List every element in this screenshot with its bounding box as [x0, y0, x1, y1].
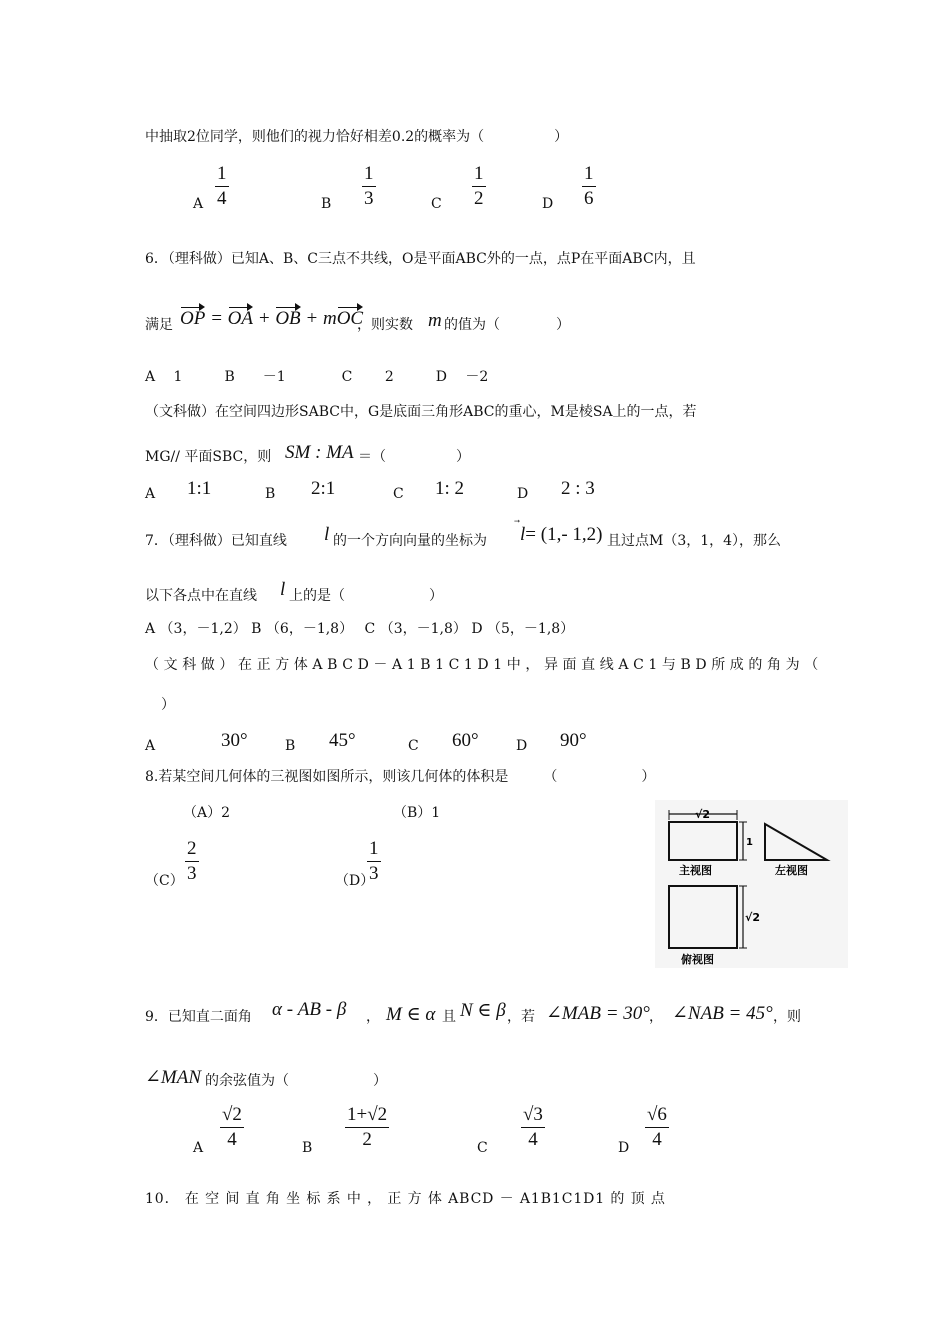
- q6-line2-prefix: 满足: [145, 317, 173, 333]
- q9-option-b-label: B: [302, 1140, 313, 1156]
- q5-option-c-fraction: 1 2: [474, 163, 484, 209]
- q6w-line2-suffix: ＝（ ）: [358, 449, 470, 465]
- q7-direction-vector: l = (1,- 1,2): [520, 524, 603, 545]
- q9-comma-2: ，: [649, 1009, 663, 1025]
- q9-option-d-fraction: √6 4: [647, 1104, 667, 1150]
- q6-vector-equation: OP = OA + OB + mOC: [180, 308, 364, 329]
- q6w-option-a-label: A: [145, 486, 156, 502]
- q9-line1-prefix: 9．已知直二面角: [145, 1009, 252, 1025]
- q6-line2-middle: ，则实数: [357, 317, 413, 333]
- q7-options: A （3，－1,2） B （6，－1,8） C （3，－1,8） D （5，－1,8）: [145, 621, 575, 637]
- q9-line2-suffix: 的余弦值为（ ）: [205, 1073, 387, 1089]
- q9-option-d-label: D: [618, 1140, 630, 1156]
- top-view-label: 俯视图: [681, 953, 714, 966]
- q5-option-b-label: B: [321, 196, 332, 212]
- q6w-option-d-label: D: [517, 486, 529, 502]
- q6-options: A 1 B －1 C 2 D －2: [145, 369, 489, 385]
- q9-point-m: M ∈ α: [386, 1004, 436, 1025]
- q7-line2-suffix: 上的是（ ）: [289, 588, 443, 604]
- front-width-label: √2: [695, 808, 710, 821]
- q7w-option-b-value: 45°: [329, 730, 356, 751]
- q9-option-a-label: A: [193, 1140, 204, 1156]
- q7-line2-prefix: 以下各点中在直线: [145, 588, 257, 604]
- q7w-line1: （文科做）在正方体ABCD－A1B1C1D1中，异面直线AC1与BD所成的角为（: [145, 657, 823, 673]
- q8-option-d-label: （D）: [335, 873, 375, 889]
- q9-angle-mab: ∠MAB = 30°: [546, 1003, 650, 1024]
- q9-point-n: N ∈ β: [460, 1000, 506, 1021]
- front-height-label: 1: [746, 837, 753, 848]
- q6w-option-c-value: 1: 2: [435, 478, 465, 499]
- q7-line-symbol: l: [324, 524, 330, 545]
- q9-option-a-fraction: √2 4: [222, 1104, 242, 1150]
- q6w-option-c-label: C: [393, 486, 404, 502]
- q7w-option-c-label: C: [408, 738, 419, 754]
- q7w-option-b-label: B: [285, 738, 296, 754]
- q9-if: ，若: [507, 1009, 535, 1025]
- q7-line1-middle: 的一个方向向量的坐标为: [333, 533, 487, 549]
- q6w-line2-prefix: MG// 平面SBC，则: [145, 449, 272, 465]
- q5-option-d-fraction: 1 6: [584, 163, 594, 209]
- q6-line2-end: 的值为（ ）: [444, 317, 570, 333]
- q8-option-d-fraction: 1 3: [369, 838, 379, 884]
- q9-dihedral-angle: α - AB - β: [272, 999, 347, 1020]
- q7w-option-d-value: 90°: [560, 730, 587, 751]
- q6w-option-a-value: 1:1: [187, 478, 212, 499]
- q9-angle-nab: ∠NAB = 45°: [672, 1003, 773, 1024]
- q9-comma-1: ，: [366, 1009, 380, 1025]
- q5-option-a-fraction: 1 4: [217, 163, 227, 209]
- three-view-figure: [655, 800, 848, 968]
- q6w-option-b-value: 2:1: [311, 478, 336, 499]
- q6w-line1: （文科做）在空间四边形SABC中，G是底面三角形ABC的重心，M是棱SA上的一点，若: [145, 404, 697, 420]
- three-view-drawing: [655, 800, 848, 968]
- q9-angle-man: ∠MAN: [145, 1067, 202, 1088]
- q9-option-b-fraction: 1+√2 2: [347, 1104, 388, 1150]
- q9-option-c-label: C: [477, 1140, 488, 1156]
- top-view-rect: [669, 886, 737, 948]
- q8-option-b: （B）1: [393, 805, 441, 821]
- q6-line1: 6．（理科做）已知A、B、C三点不共线，O是平面ABC外的一点，点P在平面ABC内，且: [145, 251, 696, 267]
- q6-variable-m: m: [428, 310, 442, 331]
- q7w-option-a-label: A: [145, 738, 156, 754]
- q7w-option-a-value: 30°: [221, 730, 248, 751]
- q8-stem: 8.若某空间几何体的三视图如图所示，则该几何体的体积是 （ ）: [145, 769, 656, 785]
- q5-option-b-fraction: 1 3: [364, 163, 374, 209]
- top-depth-label: √2: [745, 911, 760, 924]
- q5-option-d-label: D: [542, 196, 554, 212]
- q7-line1-prefix: 7．（理科做）已知直线: [145, 533, 287, 549]
- q9-option-c-fraction: √3 4: [523, 1104, 543, 1150]
- q9-then: ，则: [773, 1009, 801, 1025]
- side-view-triangle: [765, 824, 827, 860]
- side-view-label: 左视图: [775, 864, 808, 877]
- q7w-line2: ）: [161, 697, 175, 713]
- q8-option-a: （A）2: [183, 805, 231, 821]
- q5-option-a-label: A: [193, 196, 204, 212]
- q8-option-c-label: （C）: [145, 873, 184, 889]
- q10-line1: 10． 在 空 间 直 角 坐 标 系 中 ， 正 方 体 ABCD － A1B1C1D1 的 顶 点: [145, 1191, 666, 1207]
- q7w-option-d-label: D: [516, 738, 528, 754]
- q8-option-c-fraction: 2 3: [187, 838, 197, 884]
- q6w-option-d-value: 2 : 3: [561, 478, 595, 499]
- q5-tail-text: 中抽取2位同学，则他们的视力恰好相差0.2的概率为（ ）: [145, 129, 569, 145]
- q7-line-symbol-2: l: [280, 579, 286, 600]
- q7-line1-suffix: 且过点M（3，1，4），那么: [607, 533, 782, 549]
- front-view-label: 主视图: [679, 864, 712, 877]
- q6w-ratio-expression: SM : MA: [285, 442, 354, 463]
- q9-and: 且: [442, 1009, 456, 1025]
- front-view-rect: [669, 822, 737, 860]
- q7w-option-c-value: 60°: [452, 730, 479, 751]
- q5-option-c-label: C: [431, 196, 442, 212]
- q6w-option-b-label: B: [265, 486, 276, 502]
